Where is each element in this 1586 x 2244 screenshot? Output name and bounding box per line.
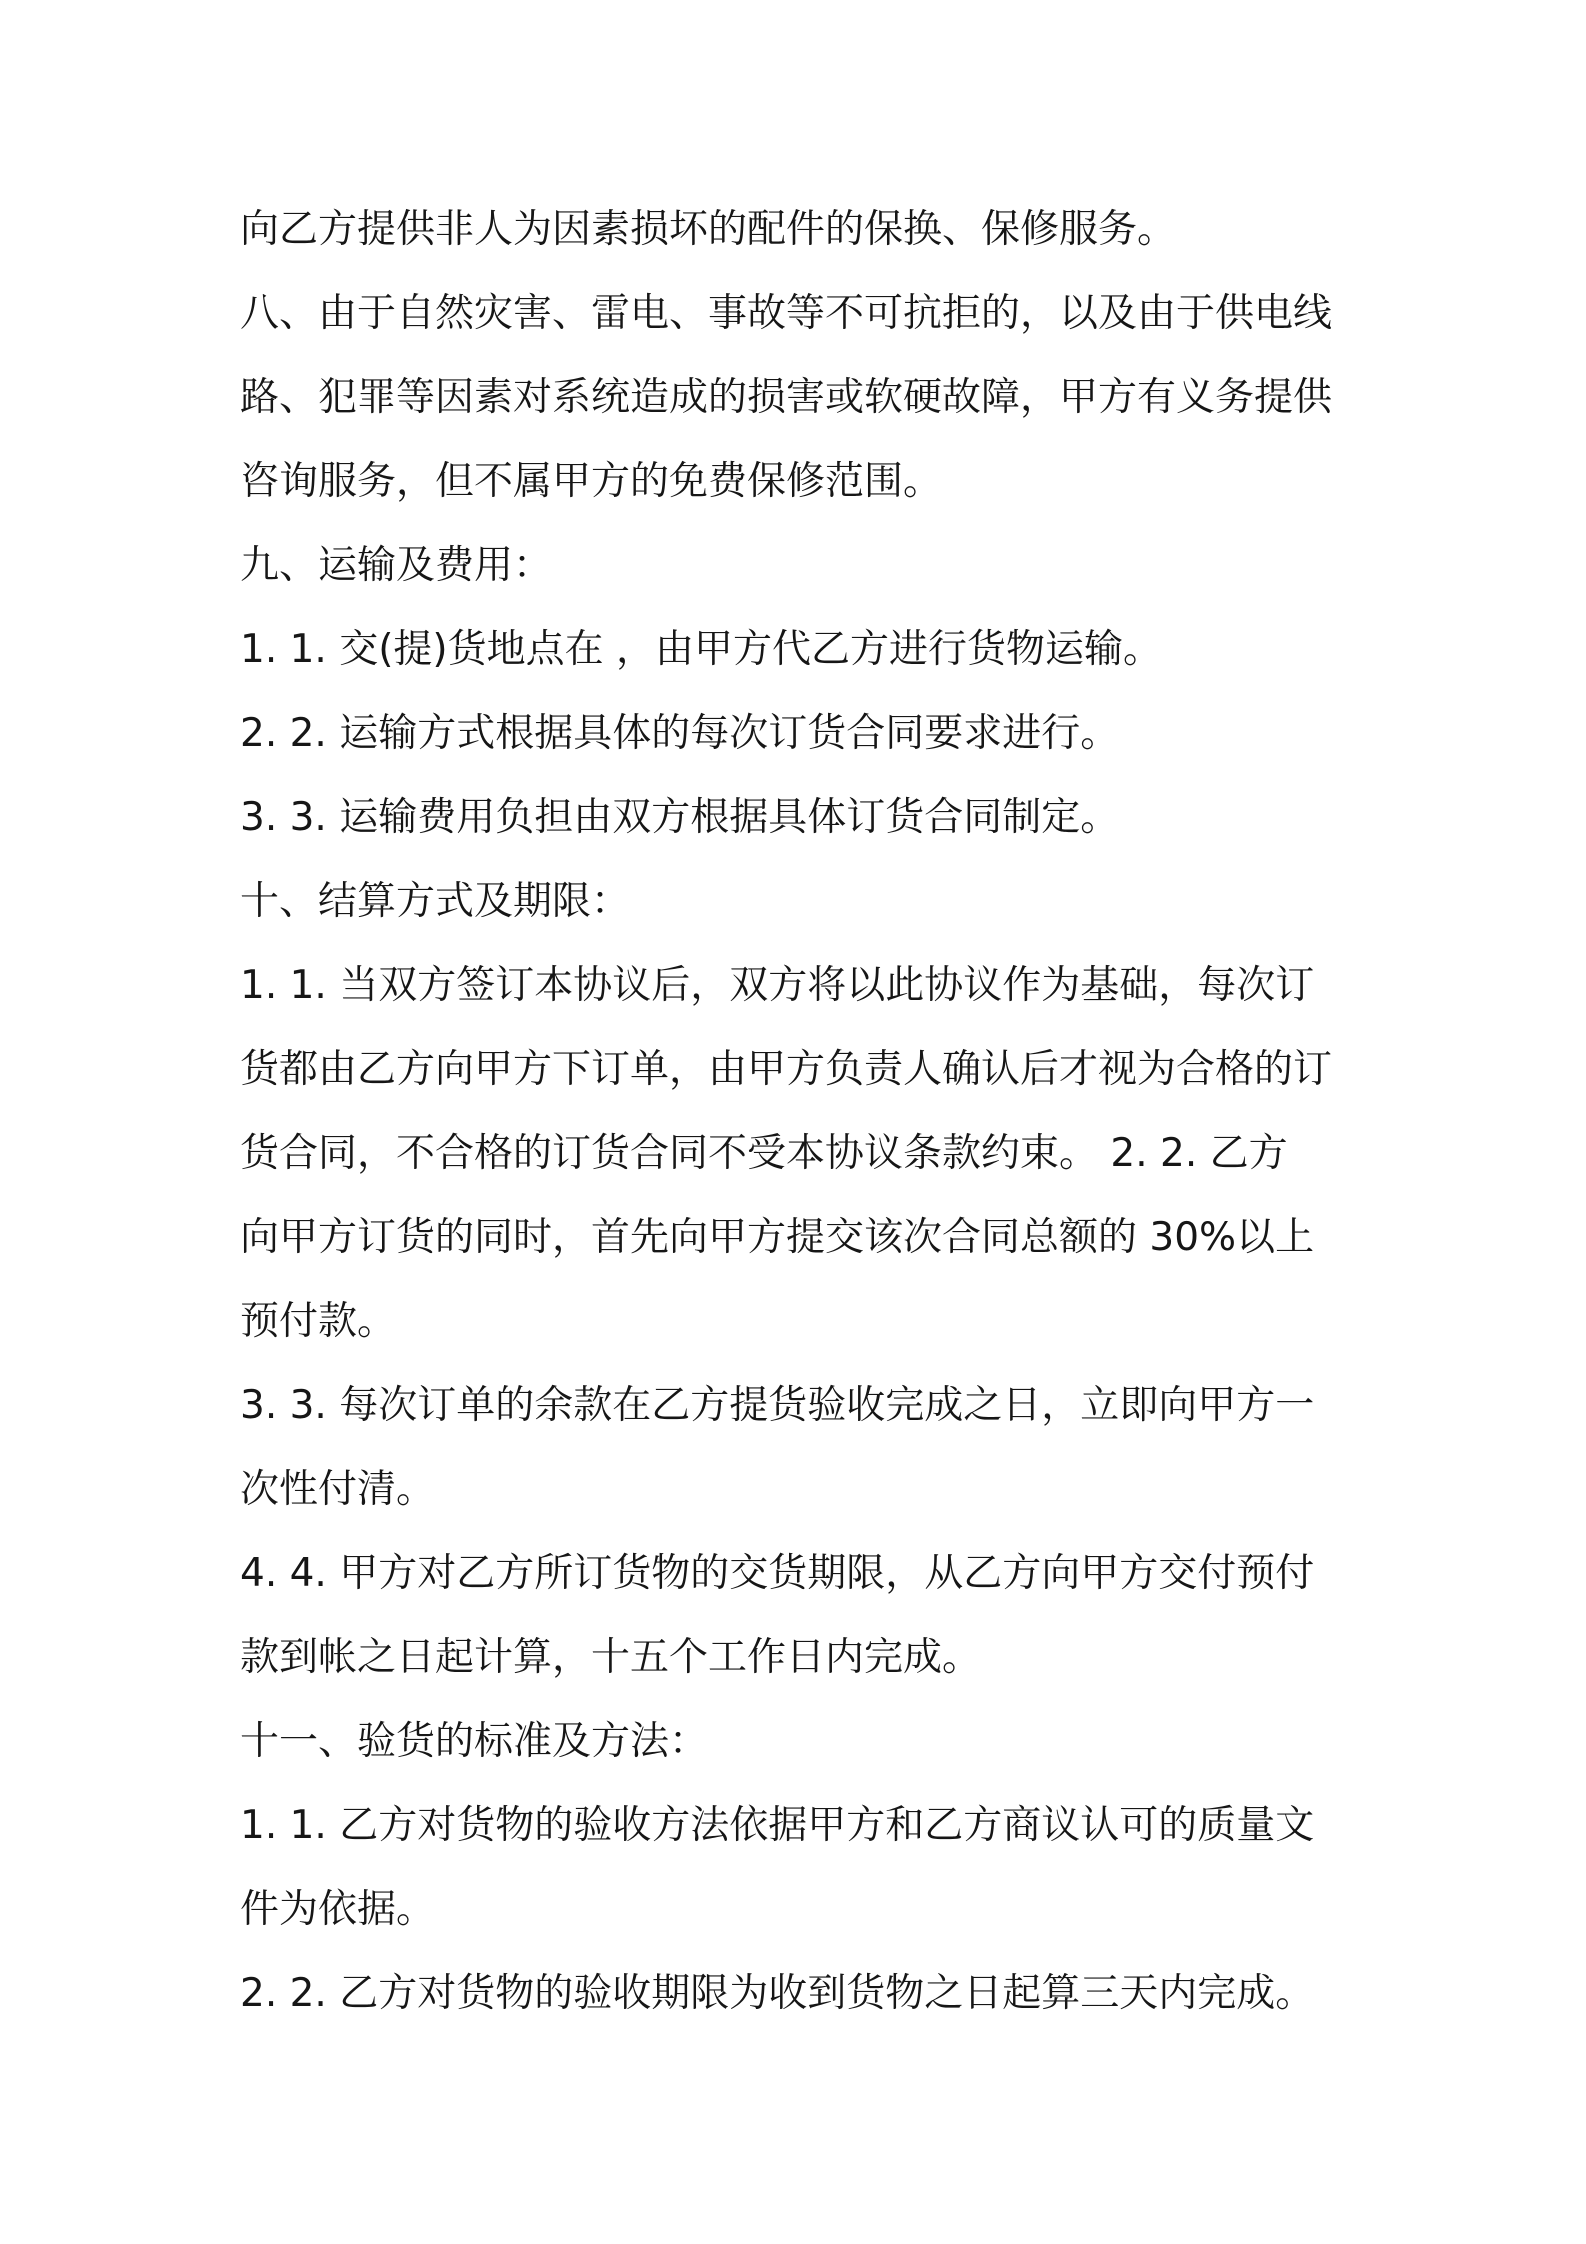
section-heading-9: 九、运输及费用： (240, 543, 553, 588)
clause-9-2: 2. 2. 运输方式根据具体的每次订货合同要求进行。 (240, 711, 1120, 756)
clause-8-line-3: 咨询服务，但不属甲方的免费保修范围。 (240, 459, 943, 504)
clause-10-2-line-1: 向甲方订货的同时，首先向甲方提交该次合同总额的 30%以上 (240, 1215, 1315, 1260)
text-line-1: 向乙方提供非人为因素损坏的配件的保换、保修服务。 (240, 207, 1177, 252)
clause-10-1-line-1: 1. 1. 当双方签订本协议后，双方将以此协议作为基础，每次订 (240, 963, 1315, 1008)
section-heading-11: 十一、验货的标准及方法： (240, 1719, 709, 1764)
clause-9-3: 3. 3. 运输费用负担由双方根据具体订货合同制定。 (240, 795, 1120, 840)
clause-9-1: 1. 1. 交(提)货地点在 ，由甲方代乙方进行货物运输。 (240, 627, 1163, 672)
clause-10-3-line-2: 次性付清。 (240, 1467, 436, 1512)
clause-11-2: 2. 2. 乙方对货物的验收期限为收到货物之日起算三天内完成。 (240, 1971, 1315, 2016)
clause-8-line-1: 八、由于自然灾害、雷电、事故等不可抗拒的，以及由于供电线 (240, 291, 1333, 336)
clause-10-4-line-1: 4. 4. 甲方对乙方所订货物的交货期限，从乙方向甲方交付预付 (240, 1551, 1315, 1596)
document-page (240, 188, 1360, 2036)
clause-10-3-line-1: 3. 3. 每次订单的余款在乙方提货验收完成之日，立即向甲方一 (240, 1383, 1315, 1428)
clause-10-4-line-2: 款到帐之日起计算，十五个工作日内完成。 (240, 1635, 982, 1680)
clause-8-line-2: 路、犯罪等因素对系统造成的损害或软硬故障，甲方有义务提供 (240, 375, 1333, 420)
clause-10-2-line-2: 预付款。 (240, 1299, 397, 1344)
clause-10-1-line-2: 货都由乙方向甲方下订单，由甲方负责人确认后才视为合格的订 (240, 1047, 1333, 1092)
section-heading-10: 十、结算方式及期限： (240, 879, 631, 924)
clause-11-1-line-2: 件为依据。 (240, 1887, 436, 1932)
clause-11-1-line-1: 1. 1. 乙方对货物的验收方法依据甲方和乙方商议认可的质量文 (240, 1803, 1315, 1848)
clause-10-1-line-3: 货合同，不合格的订货合同不受本协议条款约束。 2. 2. 乙方 (240, 1131, 1288, 1176)
